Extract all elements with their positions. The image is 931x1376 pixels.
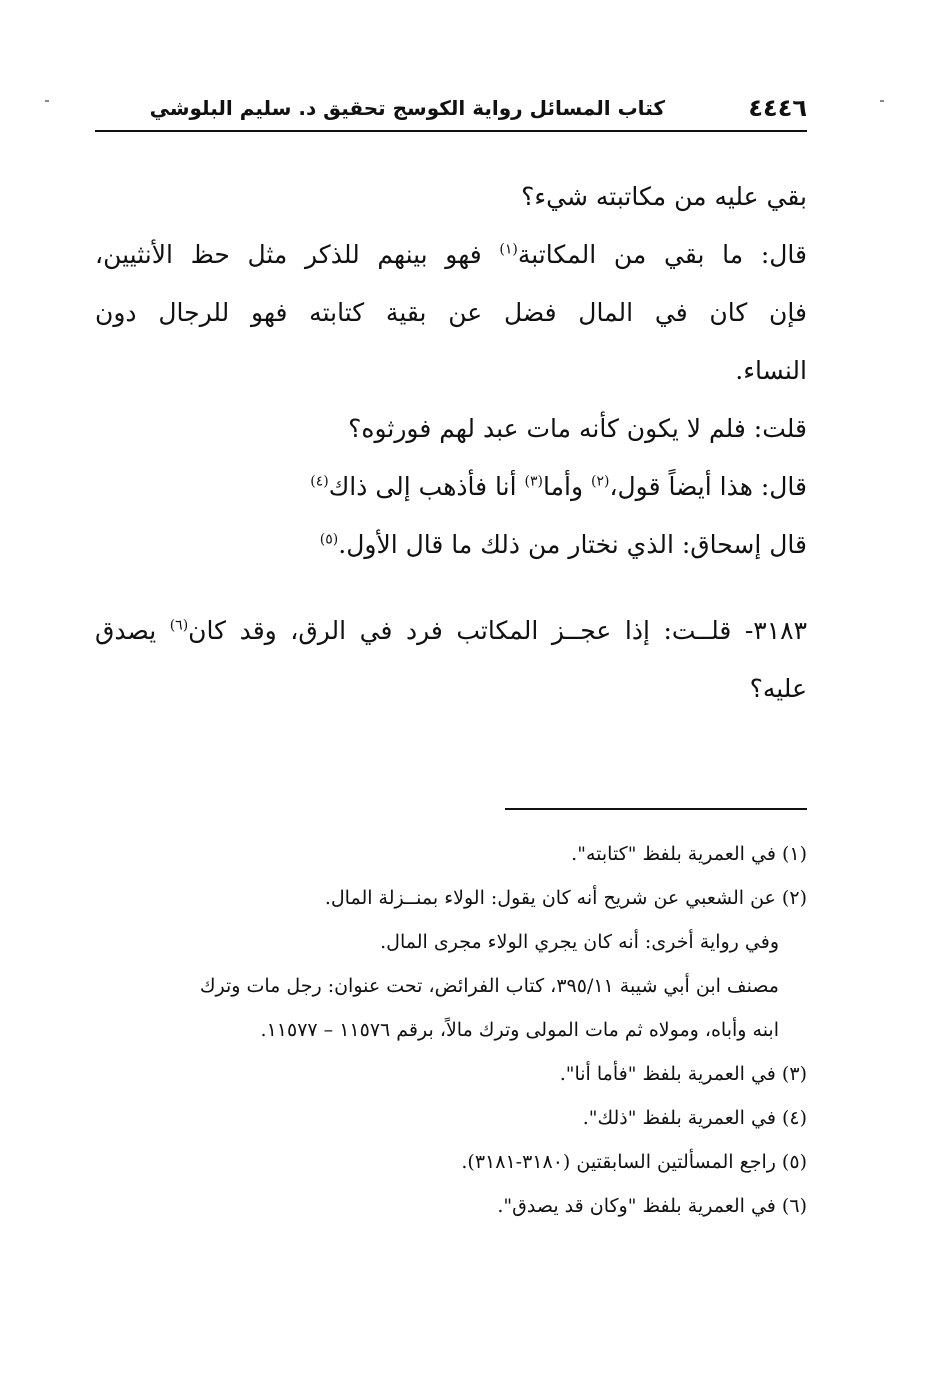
footnote-continuation: ابنه وأباه، ومولاه ثم مات المولى وترك مالاً، برقم ١١٥٧٦ – ١١٥٧٧. <box>260 1019 779 1041</box>
footnote-continuation: وفي رواية أخرى: أنه كان يجري الولاء مجرى المال. <box>380 931 779 953</box>
main-text <box>95 168 807 718</box>
text-line: فإن كان في المال فضل عن بقية كتابته فهو للرجال دون <box>95 298 807 327</box>
text-line: قال إسحاق: الذي نختار من ذلك ما قال الأول.$^{(٥)}$ <box>319 530 807 559</box>
footnote-ref: (٤) <box>310 473 329 490</box>
footnote-ref: (٥) <box>319 531 339 548</box>
footnote-ref: (٦) <box>169 617 189 634</box>
footnote: (٢) عن الشعبي عن شريح أنه كان يقول: الولاء بمنــزلة المال. <box>324 887 807 909</box>
footnote: (٣) في العمرية بلفظ "فأما أنا". <box>559 1063 807 1085</box>
footnote: (١) في العمرية بلفظ "كتابته". <box>571 843 807 865</box>
footnotes <box>95 832 807 1228</box>
footnote: (٥) راجع المسألتين السابقتين (٣١٨٠-٣١٨١). <box>461 1151 807 1173</box>
text-line: عليه؟ <box>749 674 807 703</box>
page-number: ٤٤٤٦ <box>748 94 807 122</box>
text-line: قال: هذا أيضاً قول،$^{(٢)}$ وأما$^{(٣)}$ أنا فأذهب إلى ذاك$^{(٤)}$ <box>310 472 807 501</box>
footnote-ref: (٢) <box>590 473 610 490</box>
scan-speck <box>45 100 49 102</box>
footnote: (٤) في العمرية بلفظ "ذلك". <box>582 1107 807 1129</box>
text-line: قلت: فلم لا يكون كأنه مات عبد لهم فورثوه؟ <box>348 414 807 443</box>
text-line: قال: ما بقي من المكاتبة$^{(١)}$ فهو بينهم للذكر مثل حظ الأنثيين، <box>95 240 807 269</box>
footnote: (٦) في العمرية بلفظ "وكان قد يصدق". <box>497 1195 807 1217</box>
footnote-ref: (١) <box>499 241 518 258</box>
text-line: ٣١٨٣- قلــت: إذا عجــز المكاتب فرد في الرق، وقد كان$^{(٦)}$ يصدق <box>95 616 808 645</box>
footnote-ref: (٣) <box>524 473 543 490</box>
footnote-continuation: مصنف ابن أبي شيبة ٣٩٥/١١، كتاب الفرائض، تحت عنوان: رجل مات وترك <box>199 975 779 997</box>
question-item-3183 <box>95 602 807 718</box>
text-line: النساء. <box>735 356 807 385</box>
page-header <box>95 88 807 132</box>
footnote-separator <box>505 808 807 810</box>
scan-speck <box>880 100 884 102</box>
text-line: بقي عليه من مكاتبته شيء؟ <box>521 182 807 211</box>
running-title: كتاب المسائل رواية الكوسج تحقيق د. سليم البلوشي <box>149 96 665 120</box>
